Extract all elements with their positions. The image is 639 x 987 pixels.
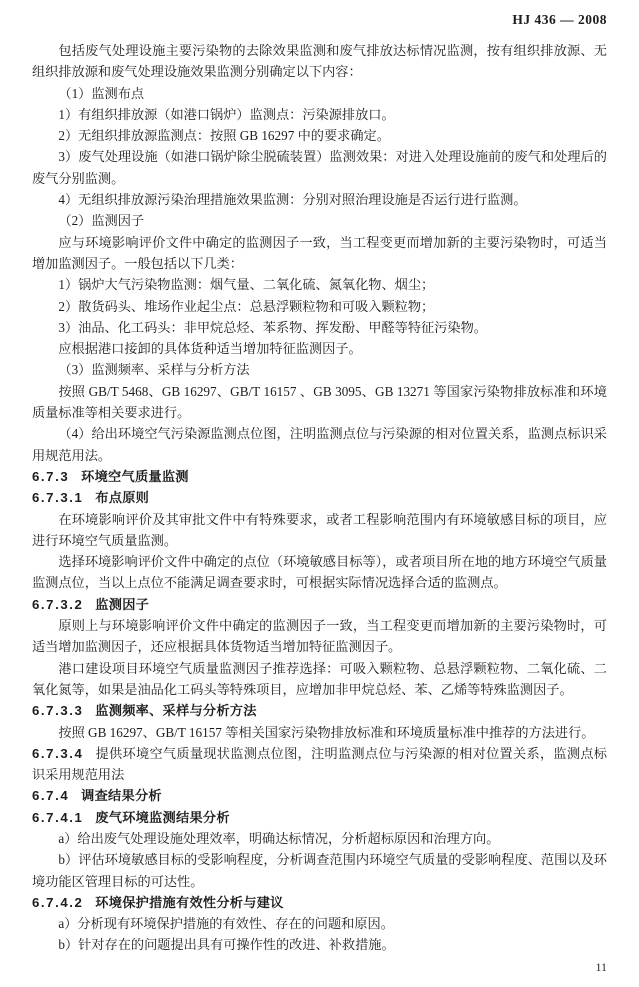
paragraph: 在环境影响评价及其审批文件中有特殊要求，或者工程影响范围内有环境敏感目标的项目，应进行环境空气质量监测。 bbox=[32, 511, 607, 548]
section-title: 环境空气质量监测 bbox=[81, 468, 189, 484]
paragraph: （1）监测布点 bbox=[58, 85, 145, 101]
section-number: 6.7.4.2 bbox=[32, 894, 84, 910]
standard-code-header: HJ 436 — 2008 bbox=[512, 12, 607, 27]
section-heading bbox=[32, 807, 607, 828]
paragraph: （3）监测频率、采样与分析方法 bbox=[58, 362, 250, 378]
section-number: 6.7.3.3 bbox=[32, 703, 84, 719]
section-number: 6.7.3.4 bbox=[32, 745, 84, 761]
paragraph: （2）监测因子 bbox=[58, 213, 145, 229]
section-heading bbox=[32, 594, 607, 615]
section-heading bbox=[32, 785, 607, 806]
paragraph: 1）锅炉大气污染物监测：烟气量、二氧化硫、氮氧化物、烟尘； bbox=[58, 277, 435, 293]
section-title: 废气环境监测结果分析 bbox=[95, 809, 230, 825]
page-number: 11 bbox=[595, 960, 607, 974]
paragraph: 2）无组织排放源监测点：按照 GB 16297 中的要求确定。 bbox=[58, 128, 390, 144]
paragraph: 选择环境影响评价文件中确定的点位（环境敏感目标等），或者项目所在地的地方环境空气质量监测点位，当以上点位不能满足调查要求时，可根据实际情况选择合适的监测点。 bbox=[32, 554, 607, 591]
paragraph: 港口建设项目环境空气质量监测因子推荐选择：可吸入颗粒物、总悬浮颗粒物、二氧化硫、二氧化氮等，如果是油品化工码头等特殊项目，应增加非甲烷总烃、苯、乙烯等特殊监测因子。 bbox=[32, 660, 607, 697]
paragraph: 按照 GB/T 5468、GB 16297、GB/T 16157 、GB 3095、GB 13271 等国家污染物排放标准和环境质量标准等相关要求进行。 bbox=[32, 383, 607, 421]
section-number: 6.7.4.1 bbox=[32, 809, 84, 825]
section-title: 监测频率、采样与分析方法 bbox=[95, 703, 257, 719]
section-title: 环境保护措施有效性分析与建议 bbox=[95, 894, 284, 910]
section-heading bbox=[32, 892, 607, 913]
paragraph: 原则上与环境影响评价文件中确定的监测因子一致，当工程变更而增加新的主要污染物时，可适当增加监测因子，还应根据具体货物适当增加特征监测因子。 bbox=[32, 618, 607, 655]
paragraph: 3）废气处理设施（如港口锅炉除尘脱硫装置）监测效果：对进入处理设施前的废气和处理后的废气分别监测。 bbox=[32, 149, 607, 186]
section-heading bbox=[32, 487, 607, 508]
document-body bbox=[32, 40, 607, 956]
paragraph: 2）散货码头、堆场作业起尘点：总悬浮颗粒物和可吸入颗粒物； bbox=[58, 298, 435, 314]
paragraph: 1）有组织排放源（如港口锅炉）监测点：污染源排放口。 bbox=[58, 106, 395, 122]
section-number: 6.7.4 bbox=[32, 788, 70, 804]
paragraph: 4）无组织排放源污染治理措施效果监测：分别对照治理设施是否运行进行监测。 bbox=[58, 192, 527, 208]
paragraph: a）给出废气处理设施处理效率，明确达标情况，分析超标原因和治理方向。 bbox=[58, 830, 500, 846]
paragraph: b）针对存在的问题提出具有可操作性的改进、补救措施。 bbox=[58, 937, 395, 953]
paragraph: 应与环境影响评价文件中确定的监测因子一致，当工程变更而增加新的主要污染物时，可适当增加监测因子。一般包括以下几类： bbox=[32, 234, 607, 271]
paragraph: 应根据港口接卸的具体货种适当增加特征监测因子。 bbox=[58, 341, 362, 357]
paragraph: 3）油品、化工码头：非甲烷总烃、苯系物、挥发酚、甲醛等特征污染物。 bbox=[58, 319, 487, 335]
section-number: 6.7.3 bbox=[32, 468, 70, 484]
section-number: 6.7.3.1 bbox=[32, 490, 84, 506]
section-heading bbox=[32, 700, 607, 721]
section-title: 布点原则 bbox=[95, 490, 150, 506]
section-title: 监测因子 bbox=[95, 596, 150, 612]
paragraph: 按照 GB 16297、GB/T 16157 等相关国家污染物排放标准和环境质量标准中推荐的方法进行。 bbox=[58, 724, 595, 740]
paragraph: b）评估环境敏感目标的受影响程度，分析调查范围内环境空气质量的受影响程度、范围以及环境功能区管理目标的可达性。 bbox=[32, 852, 607, 889]
paragraph: a）分析现有环境保护措施的有效性、存在的问题和原因。 bbox=[58, 916, 394, 932]
section-text: 提供环境空气质量现状监测点位图，注明监测点位与污染源的相对位置关系，监测点标识采用规范用法 bbox=[32, 745, 607, 783]
section-heading bbox=[32, 466, 607, 487]
paragraph: （4）给出环境空气污染源监测点位图，注明监测点位与污染源的相对位置关系，监测点标识采用规范用法。 bbox=[32, 426, 607, 463]
section-heading-paragraph bbox=[32, 743, 607, 786]
section-title: 调查结果分析 bbox=[81, 788, 162, 804]
section-number: 6.7.3.2 bbox=[32, 596, 84, 612]
paragraph: 包括废气处理设施主要污染物的去除效果监测和废气排放达标情况监测，按有组织排放源、无组织排放源和废气处理设施效果监测分别确定以下内容： bbox=[32, 43, 607, 80]
